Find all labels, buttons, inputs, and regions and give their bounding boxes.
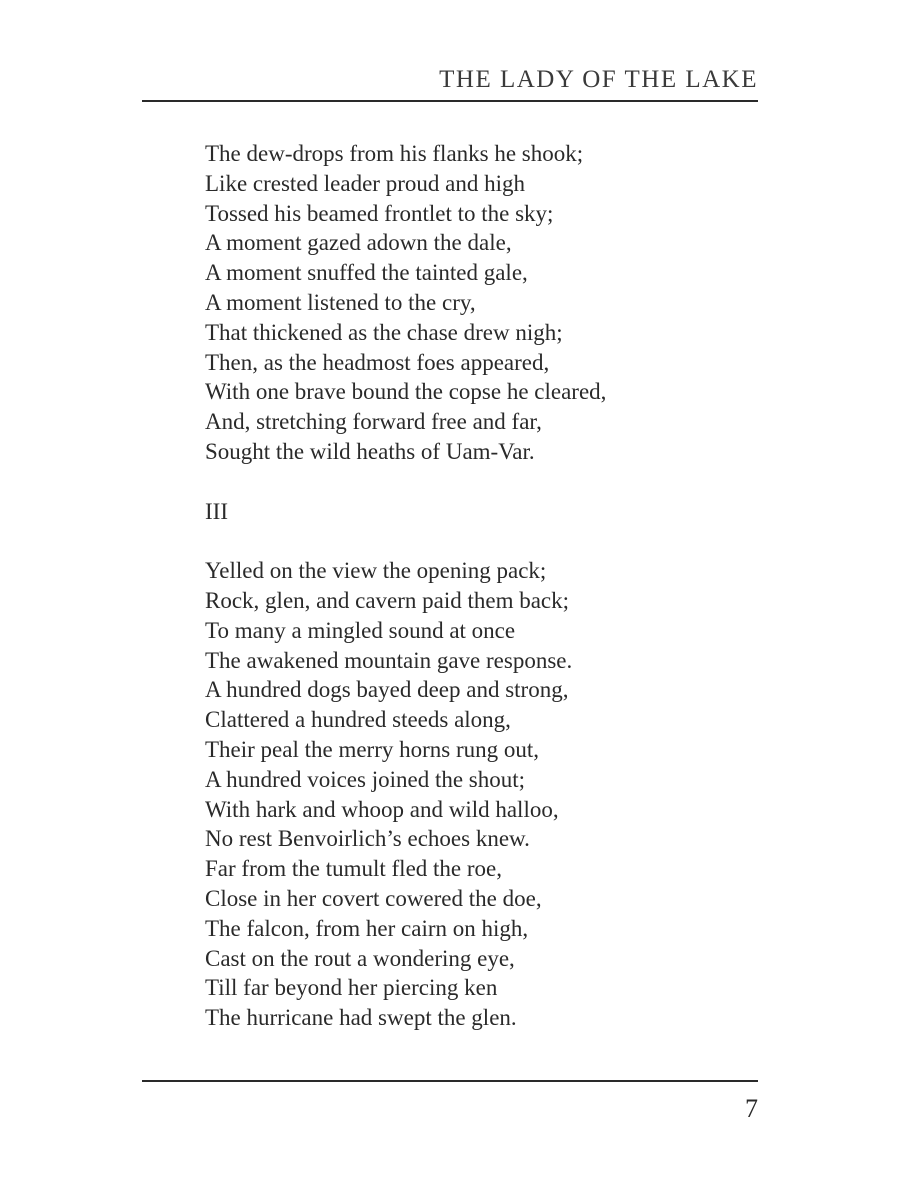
poem-line: No rest Benvoirlich’s echoes knew. [205, 826, 530, 852]
poem-line: A moment listened to the cry, [205, 289, 476, 315]
poem-line: Sought the wild heaths of Uam-Var. [205, 438, 535, 464]
poem-line: A moment snuffed the tainted gale, [205, 260, 528, 286]
page-number: 7 [745, 1094, 758, 1123]
section-numeral: III [205, 498, 228, 524]
poem-line: With hark and whoop and wild halloo, [205, 796, 559, 822]
poem-line: Far from the tumult fled the roe, [205, 856, 503, 882]
poem-line: Rock, glen, and cavern paid them back; [205, 587, 570, 613]
poem-line: Cast on the rout a wondering eye, [205, 945, 515, 971]
poem-line: A hundred voices joined the shout; [205, 766, 526, 792]
poem-line: Close in her covert cowered the doe, [205, 885, 542, 911]
poem-line: Clattered a hundred steeds along, [205, 707, 511, 733]
poem-line: That thickened as the chase drew nigh; [205, 319, 563, 345]
poem-line: Like crested leader proud and high [205, 170, 525, 196]
poem-line: Tossed his beamed frontlet to the sky; [205, 200, 554, 226]
poem-line: The falcon, from her cairn on high, [205, 915, 529, 941]
poem-line: The awakened mountain gave response. [205, 647, 573, 673]
poem-line: The dew-drops from his flanks he shook; [205, 141, 584, 166]
poem-line: A hundred dogs bayed deep and strong, [205, 677, 569, 703]
poem-line: The hurricane had swept the glen. [205, 1005, 517, 1031]
poem-line: Then, as the headmost foes appeared, [205, 349, 550, 375]
poem-line: Till far beyond her piercing ken [205, 975, 498, 1001]
poem-body [205, 139, 765, 1033]
header-rule [142, 100, 758, 102]
footer-rule [142, 1080, 758, 1082]
poem-line: Yelled on the view the opening pack; [205, 558, 547, 584]
poem-line: To many a mingled sound at once [205, 617, 516, 643]
stanza-three [205, 556, 765, 1033]
running-header-title: THE LADY OF THE LAKE [439, 66, 758, 93]
poem-line: A moment gazed adown the dale, [205, 230, 512, 256]
poem-line: With one brave bound the copse he cleared, [205, 379, 607, 405]
poem-line: And, stretching forward free and far, [205, 409, 542, 435]
stanza-continued [205, 139, 765, 467]
poem-line: Their peal the merry horns rung out, [205, 736, 540, 762]
